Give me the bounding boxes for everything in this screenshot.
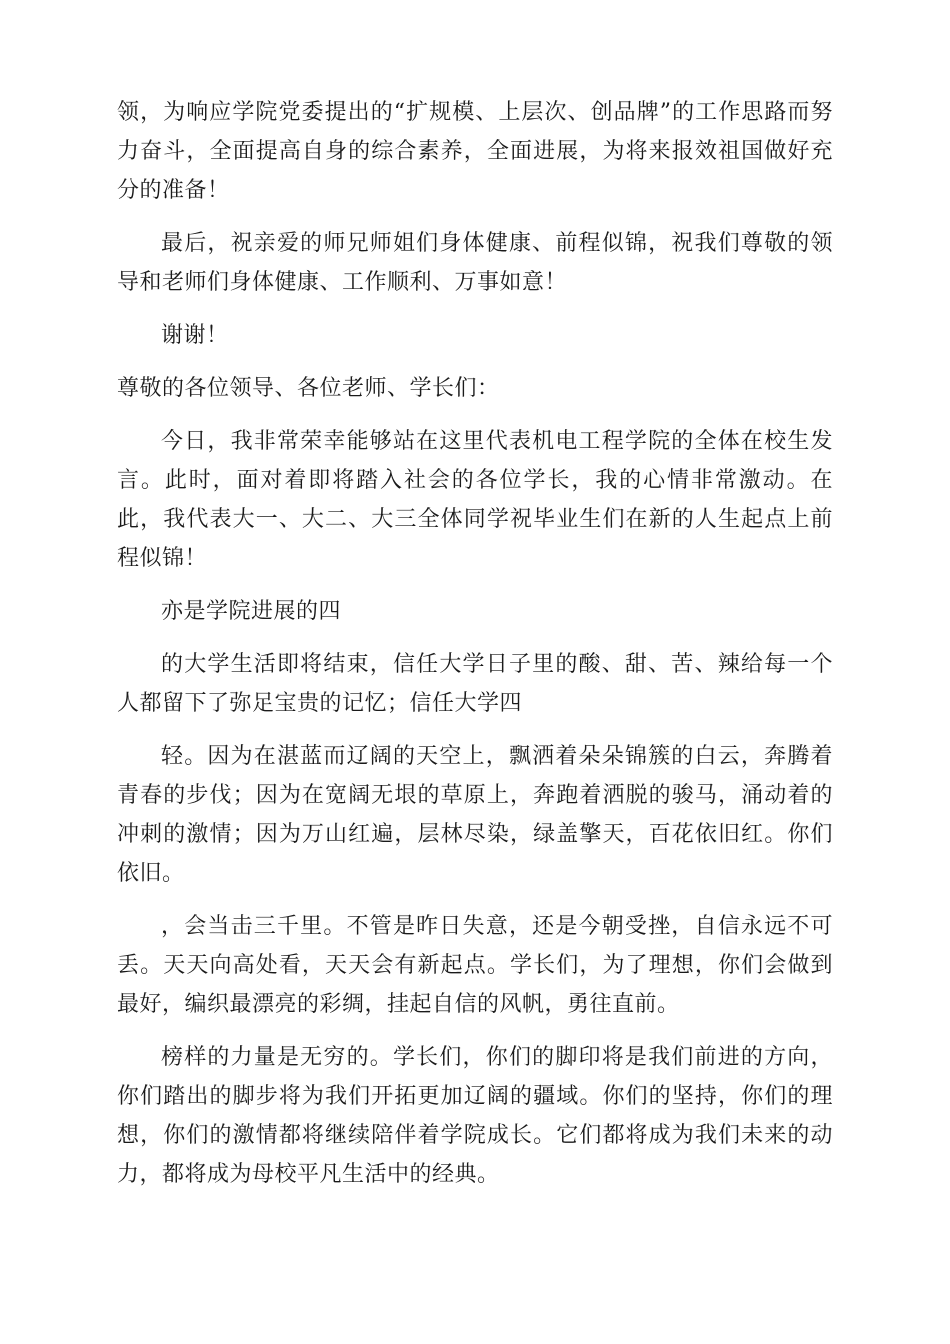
document-body [117,93,833,1208]
paragraph: 今日，我非常荣幸能够站在这里代表机电工程学院的全体在校生发言。此时，面对着即将踏入社会的各位学长，我的心情非常激动。在此，我代表大一、大二、大三全体同学祝毕业生们在新的人生起点上前程似锦！ [117,429,833,571]
paragraph: 谢谢！ [161,323,229,348]
paragraph: 的大学生活即将结束，信任大学日子里的酸、甜、苦、辣给每一个人都留下了弥足宝贵的记忆；信任大学四 [117,652,833,716]
paragraph: ，会当击三千里。不管是昨日失意，还是今朝受挫，自信永远不可丢。天天向高处看，天天会有新起点。学长们，为了理想，你们会做到最好，编织最漂亮的彩绸，挂起自信的风帆，勇往直前。 [117,914,833,1017]
paragraph: 最后，祝亲爱的师兄师姐们身体健康、前程似锦，祝我们尊敬的领导和老师们身体健康、工作顺利、万事如意！ [117,231,833,295]
paragraph: 亦是学院进展的四 [161,599,342,624]
paragraph: 尊敬的各位领导、各位老师、学长们： [117,376,500,401]
paragraph: 领，为响应学院党委提出的“扩规模、上层次、创品牌”的工作思路而努力奋斗，全面提高自身的综合素养，全面进展，为将来报效祖国做好充分的准备！ [117,100,833,203]
paragraph: 轻。因为在湛蓝而辽阔的天空上，飘洒着朵朵锦簇的白云，奔腾着青春的步伐；因为在宽阔无垠的草原上，奔跑着洒脱的骏马，涌动着的冲刺的激情；因为万山红遍，层林尽染，绿盖擎天，百花依旧红。你们依旧。 [117,744,833,886]
paragraph: 榜样的力量是无穷的。学长们，你们的脚印将是我们前进的方向，你们踏出的脚步将为我们开拓更加辽阔的疆域。你们的坚持，你们的理想，你们的激情都将继续陪伴着学院成长。它们都将成为我们未来的动力，都将成为母校平凡生活中的经典。 [117,1045,833,1187]
